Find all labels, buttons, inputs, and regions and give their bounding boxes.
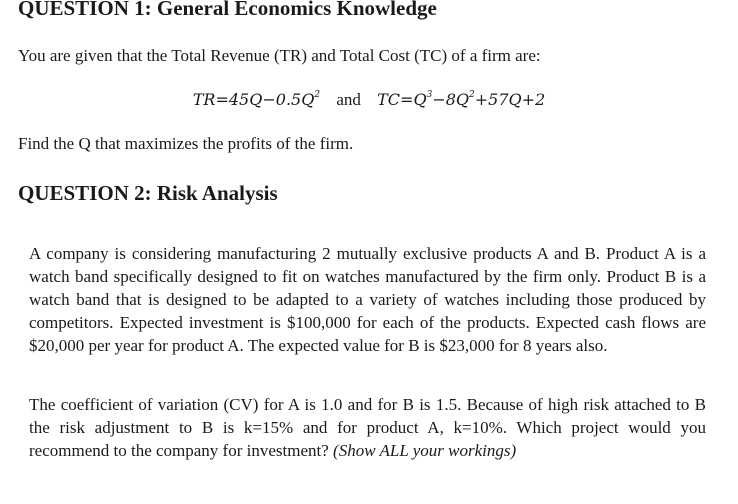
tr-term2-coef: 0.5 (275, 90, 302, 109)
formula-connector: and (336, 90, 361, 109)
tc-term1-var: Q (413, 90, 427, 109)
tc-term2-exp: 2 (469, 90, 475, 100)
tc-op1: − (432, 90, 446, 109)
tr-term2-exp: 2 (314, 90, 321, 100)
tc-term2-coef: 8 (445, 90, 456, 109)
tr-op1: − (262, 90, 276, 109)
tc-term4: 2 (535, 90, 546, 109)
total-revenue-formula (193, 90, 320, 109)
question-2-task-text: The coefficient of variation (CV) for A is 1.0 and for B is 1.5. Because of high risk attached to B the risk adjustment to B is k=15% and for product A, k=10%. Which project would you recommend to the company for investment? (29, 395, 706, 460)
question-1-task: Find the Q that maximizes the profits of the firm. (18, 134, 354, 153)
question-1-heading: QUESTION 1: General Economics Knowledge (18, 0, 437, 20)
tr-lhs: TR= (192, 90, 229, 109)
tc-op3: + (521, 90, 536, 109)
question-2-scenario-paragraph: A company is considering manufacturing 2 mutually exclusive products A and B. Product A is a watch band specifically designed to fit on watches manufactured by the firm only. Product B is a watch band that is designed to be adapted to a variety of watches including those produced by competitors. Expected investment is $100,000 for each of the products. Expected cash flows are $20,000 per year for product A. The expected value for B is $23,000 for 8 years also. (29, 244, 706, 355)
tr-term2-var: Q (301, 90, 315, 109)
tc-term3-var: Q (508, 90, 522, 109)
tc-term1-exp: 3 (426, 90, 433, 100)
question-2-task-paragraph (29, 393, 706, 462)
question-1-intro: You are given that the Total Revenue (TR) and Total Cost (TC) of a firm are: (18, 46, 541, 65)
formula-line (0, 88, 738, 112)
show-workings-note: (Show ALL your workings) (333, 441, 517, 460)
question-2-heading: QUESTION 2: Risk Analysis (18, 181, 278, 205)
tr-term1-coef: 45 (228, 90, 250, 109)
total-cost-formula (377, 90, 545, 109)
tc-term2-var: Q (455, 90, 470, 109)
tr-term1-var: Q (249, 90, 263, 109)
tc-op2: + (474, 90, 489, 109)
tc-lhs: TC= (377, 90, 414, 109)
tc-term3-coef: 57 (488, 90, 509, 109)
